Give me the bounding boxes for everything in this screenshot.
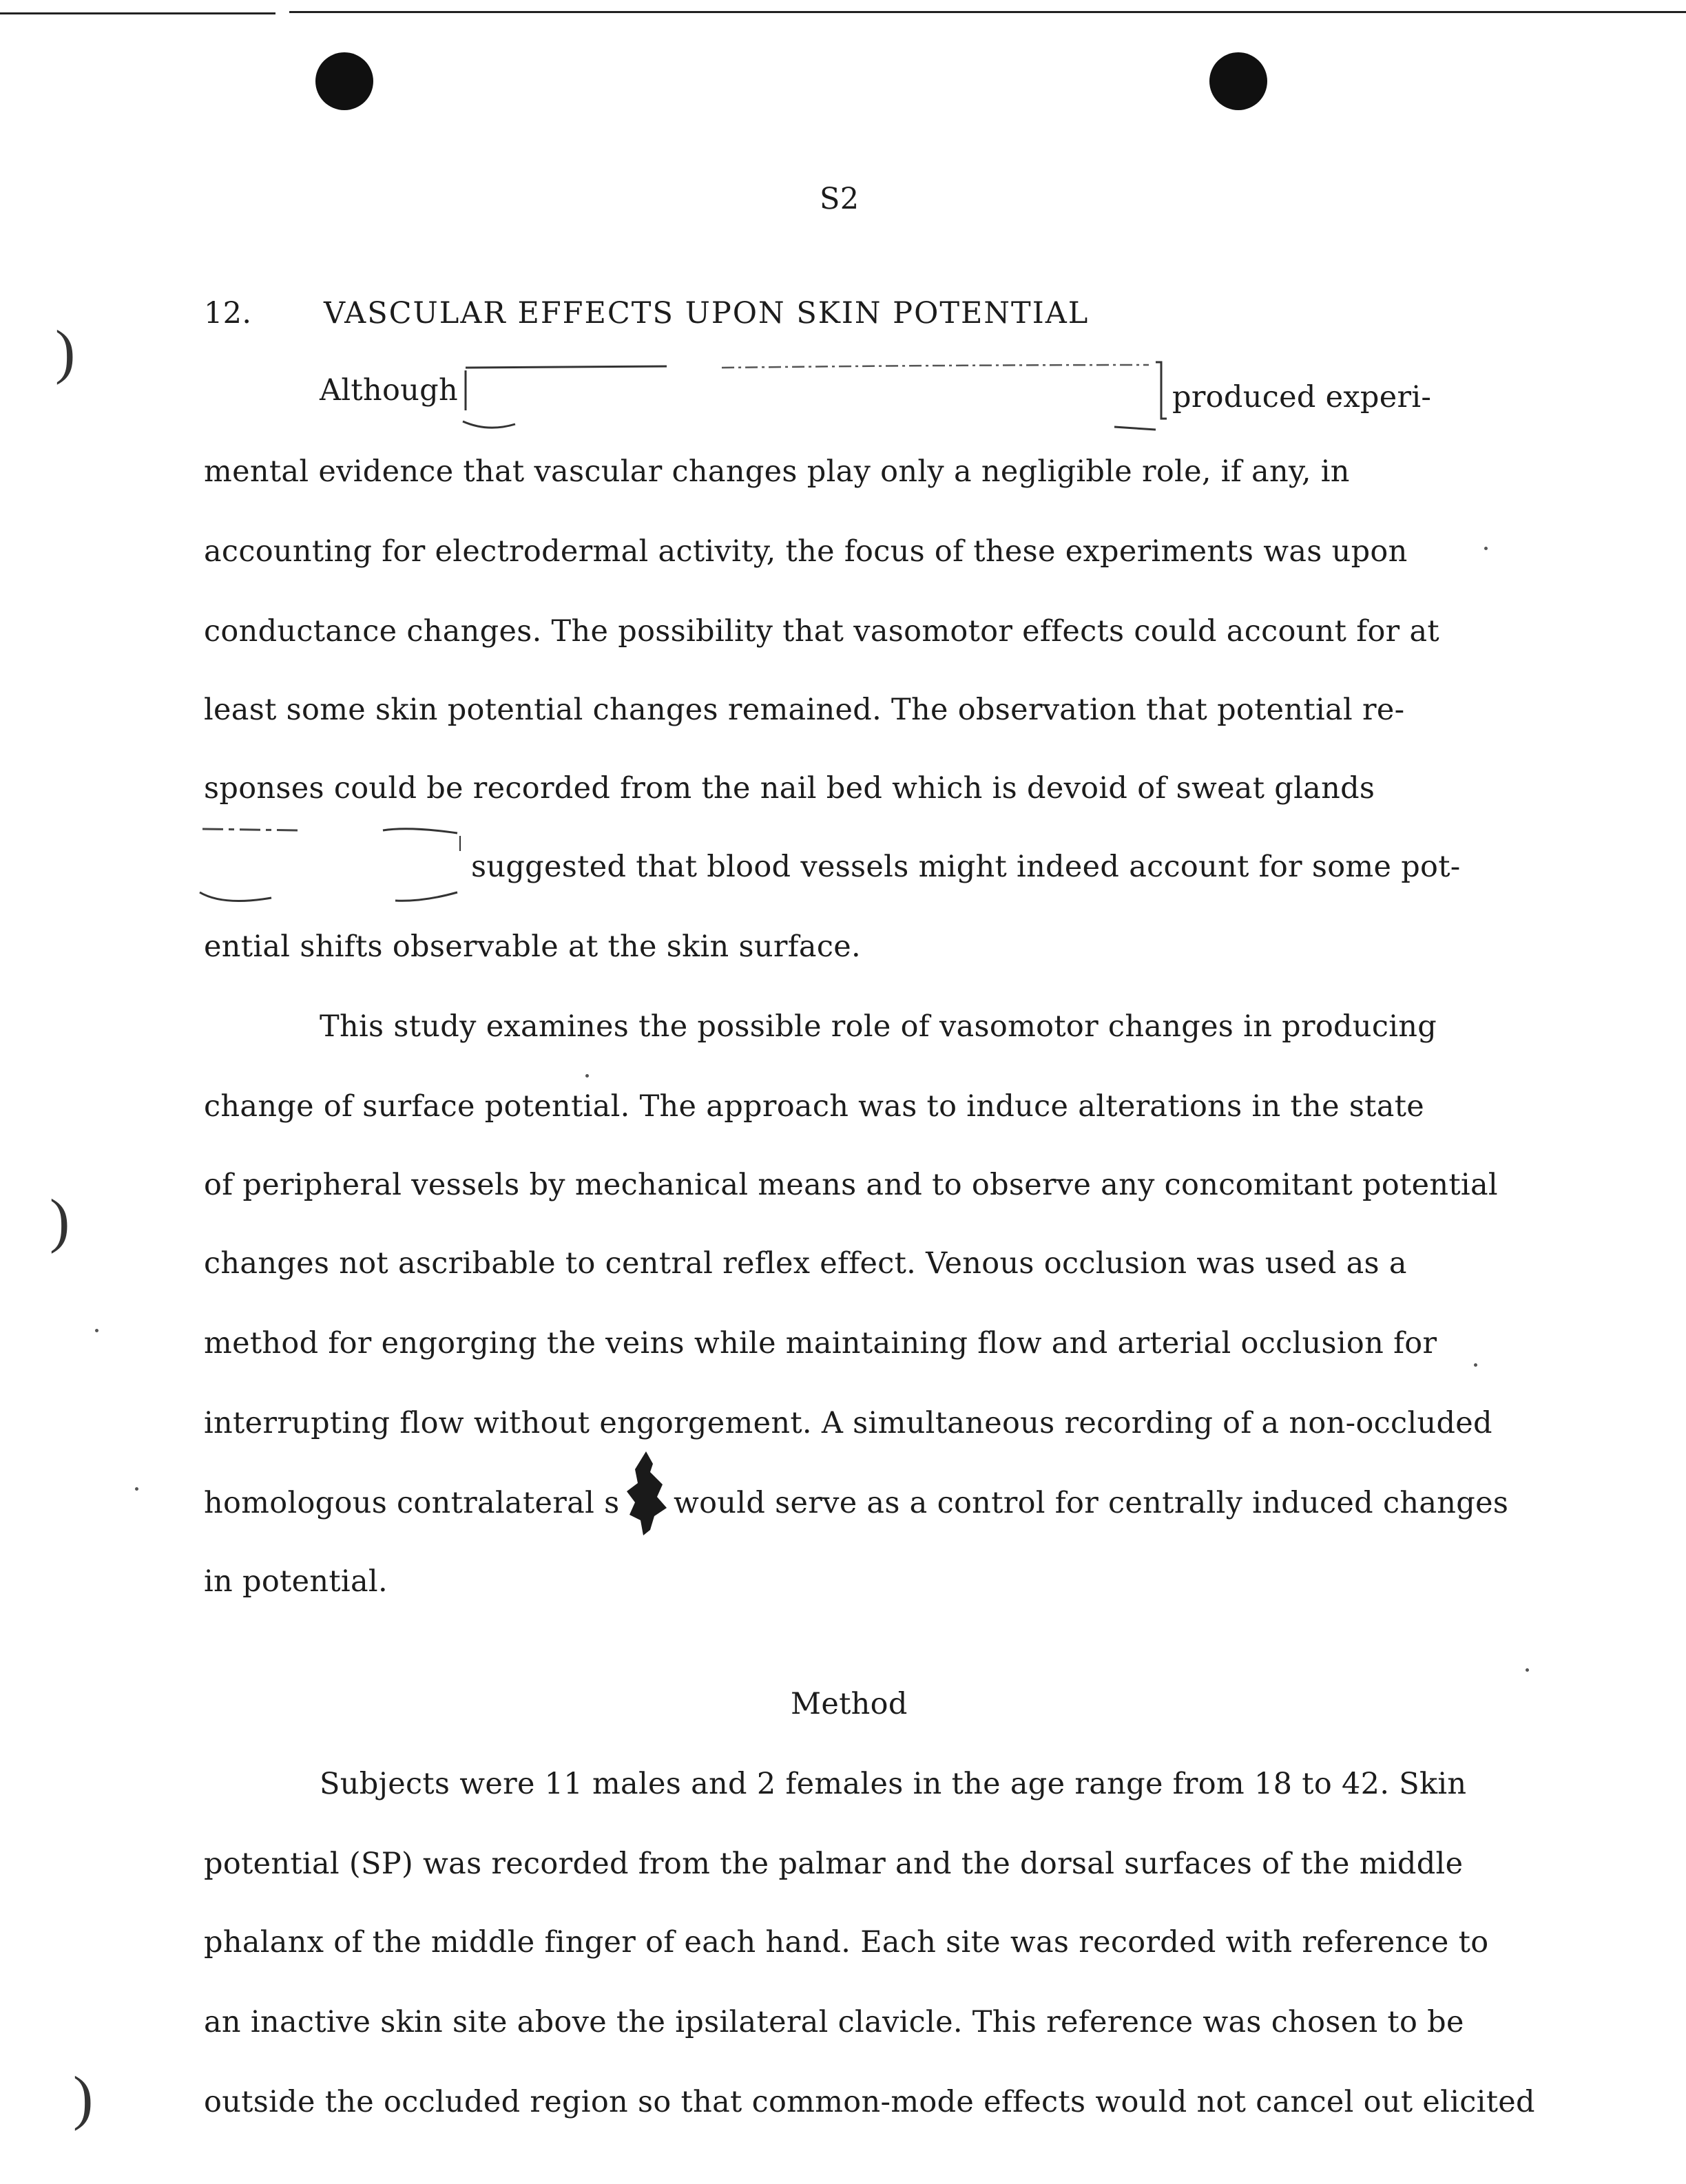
- paragraph-2-line-6: interrupting flow without engorgement. A simultaneous recording of a non-occluded: [204, 1406, 1492, 1440]
- scan-speck: [135, 1487, 138, 1491]
- scan-speck: [585, 1074, 589, 1078]
- paragraph-1-line-5: least some skin potential changes remained. The observation that potential re-: [204, 693, 1405, 727]
- method-line-3: phalanx of the middle finger of each hand. Each site was recorded with reference to: [204, 1925, 1489, 1960]
- paragraph-1-line-2: mental evidence that vascular changes play only a negligible role, if any, in: [204, 454, 1350, 489]
- method-line-4: an inactive skin site above the ipsilateral clavicle. This reference was chosen to be: [204, 2005, 1464, 2039]
- margin-bracket-bottom: ): [73, 2065, 94, 2132]
- margin-bracket-middle: ): [50, 1188, 70, 1254]
- paragraph-2-line-1: This study examines the possible role of vasomotor changes in producing: [320, 1009, 1437, 1044]
- redaction-mark: [460, 355, 1176, 431]
- scan-speck: [1474, 1363, 1477, 1367]
- paragraph-1-line-6: sponses could be recorded from the nail bed which is devoid of sweat glands: [204, 771, 1375, 806]
- punch-hole-left: [315, 52, 373, 110]
- top-rule-right: [289, 11, 1686, 13]
- punch-hole-right: [1209, 52, 1267, 110]
- method-line-5: outside the occluded region so that common-mode effects would not cancel out elicited: [204, 2085, 1535, 2119]
- scan-speck: [95, 1329, 98, 1332]
- section-heading: VASCULAR EFFECTS UPON SKIN POTENTIAL: [324, 296, 1090, 330]
- redaction-mark: [196, 821, 471, 910]
- paragraph-1-line-3: accounting for electrodermal activity, the focus of these experiments was upon: [204, 534, 1408, 569]
- method-line-2: potential (SP) was recorded from the palmar and the dorsal surfaces of the middle: [204, 1847, 1464, 1881]
- paragraph-2-line-5: method for engorging the veins while maintaining flow and arterial occlusion for: [204, 1326, 1437, 1361]
- paragraph-1-line-7: suggested that blood vessels might indeed account for some pot-: [471, 850, 1461, 884]
- paragraph-2-line-7a: homologous contralateral s: [204, 1486, 620, 1520]
- ink-blot: [623, 1449, 671, 1541]
- section-number: 12.: [204, 296, 252, 330]
- paragraph-1-line-4: conductance changes. The possibility that vasomotor effects could account for at: [204, 614, 1439, 649]
- paragraph-2-line-4: changes not ascribable to central reflex effect. Venous occlusion was used as a: [204, 1246, 1407, 1281]
- paragraph-2-line-7b: would serve as a control for centrally induced changes: [674, 1486, 1509, 1520]
- section-title-method: Method: [791, 1687, 908, 1721]
- paragraph-2-line-3: of peripheral vessels by mechanical means and to observe any concomitant potential: [204, 1168, 1498, 1202]
- top-rule-left: [0, 12, 275, 14]
- margin-bracket-top: ): [55, 319, 76, 386]
- paragraph-1-line-1a: Although: [320, 373, 458, 408]
- page-number: S2: [820, 182, 860, 216]
- scan-speck: [1484, 547, 1488, 550]
- paragraph-2-line-2: change of surface potential. The approach was to induce alterations in the state: [204, 1089, 1425, 1124]
- paragraph-1-line-8: ential shifts observable at the skin surface.: [204, 930, 861, 964]
- method-line-1: Subjects were 11 males and 2 females in the age range from 18 to 42. Skin: [320, 1767, 1467, 1801]
- scan-speck: [1526, 1668, 1529, 1672]
- paragraph-2-line-8: in potential.: [204, 1564, 388, 1599]
- paragraph-1-line-1b: produced experi-: [1172, 380, 1432, 414]
